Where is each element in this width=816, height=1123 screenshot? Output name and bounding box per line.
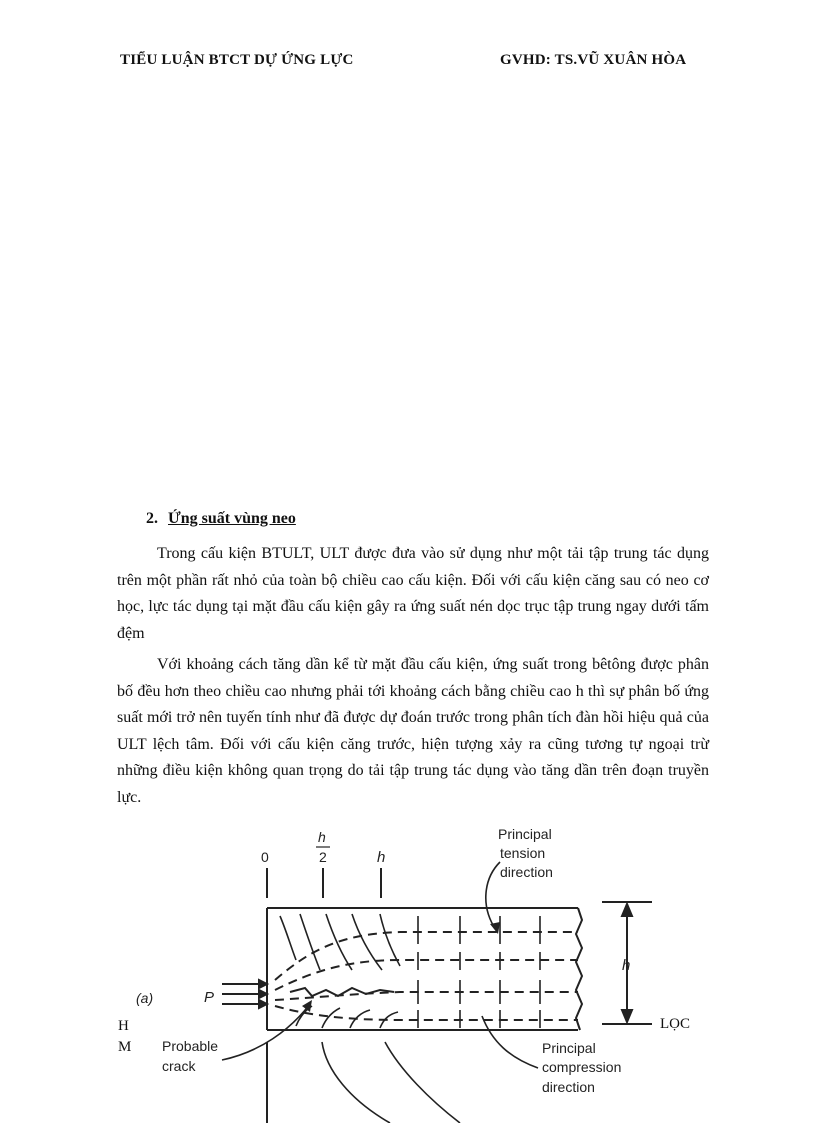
label-compression-2: compression [542, 1059, 622, 1075]
anchorage-zone-figure [100, 820, 720, 1123]
header-supervisor: GVHD: TS.VŨ XUÂN HÒA [500, 52, 687, 68]
paragraph-2: Với khoảng cách tăng dần kể từ mặt đầu cấu kiện, ứng suất trong bêtông được phân bố đều hơn theo chiều cao nhưng phải tới khoảng cách bằng chiều cao h thì sự phân bố ứng suất mới trở nên tuyến tính như đã được dự đoán trước trong phân tích đàn hồi hiệu quả của ULT lệch tâm. Đối với cấu kiện căng trước, hiện tượng xảy ra cũng tương tự ngoại trừ những điều kiện không quan trọng do tải tập trung tác dụng vào tăng dần trên đoạn truyền lực. [117, 656, 709, 806]
load-arrows [222, 980, 267, 1008]
label-tension-3: direction [500, 864, 553, 880]
paragraph-1: Trong cấu kiện BTULT, ULT được đưa vào sử dụng như một tải tập trung tác dụng trên một phần rất nhỏ của toàn bộ chiều cao cấu kiện. Đối với cấu kiện căng sau có neo cơ học, lực tác dụng tại mặt đầu cấu kiện gây ra ứng suất nén dọc trục tập trung ngay dưới tấm đệm [117, 545, 709, 642]
label-h: h [377, 849, 386, 866]
figure-caption-left [118, 1016, 131, 1058]
beam-outline [267, 908, 582, 1030]
section-number: 2. [146, 510, 158, 527]
label-h-half-den: 2 [319, 849, 327, 865]
lower-leader-lines [322, 1042, 460, 1123]
section-markers [267, 868, 381, 1123]
figure-caption-right: LỌC [660, 1016, 690, 1032]
probable-crack [290, 988, 394, 996]
section-title: Ứng suất vùng neo [168, 510, 296, 527]
section-heading [146, 510, 296, 528]
label-a: (a) [136, 990, 154, 1006]
tension-leader [486, 862, 500, 930]
label-h-half-num: h [318, 829, 326, 845]
label-height: h [622, 957, 631, 974]
label-compression-3: direction [542, 1079, 595, 1095]
header-title: TIỂU LUẬN BTCT DỰ ỨNG LỰC [120, 52, 354, 68]
label-tension-1: Principal [498, 826, 552, 842]
label-compression-1: Principal [542, 1040, 596, 1056]
label-crack-2: crack [162, 1058, 196, 1074]
label-zero: 0 [261, 849, 269, 865]
caption-left-line-2: M [118, 1039, 132, 1055]
label-tension-2: tension [500, 845, 546, 861]
label-p: P [204, 989, 215, 1006]
label-crack-1: Probable [162, 1038, 219, 1054]
caption-left-line-1: H [118, 1018, 129, 1034]
compression-leader [482, 1016, 538, 1068]
tension-trajectories [275, 932, 578, 1020]
